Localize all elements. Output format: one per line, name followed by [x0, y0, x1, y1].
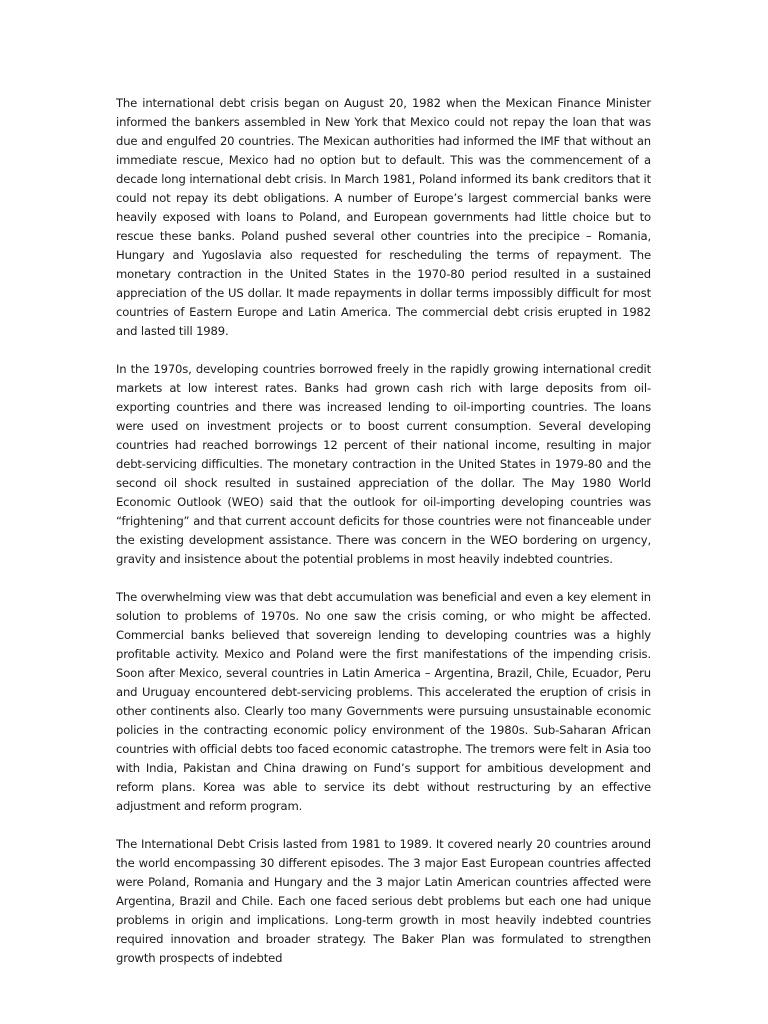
paragraph-1: The international debt crisis began on August 20, 1982 when the Mexican Finance Minister informed the bankers assembled in New York that Mexico could not repay the loan that was due and engulfed 20 countries. The Mexican authorities had informed the IMF that without an immediate rescue, Mexico had no option but to default. This was the commencement of a decade long international debt crisis. In March 1981, Poland informed its bank creditors that it could not repay its debt obligations. A number of Europe’s largest commercial banks were heavily exposed with loans to Poland, and European governments had little choice but to rescue these banks. Poland pushed several other countries into the precipice – Romania, Hungary and Yugoslavia also requested for rescheduling the terms of repayment. The monetary contraction in the United States in the 1970-80 period resulted in a sustained appreciation of the US dollar. It made repayments in dollar terms impossibly difficult for most countries of Eastern Europe and Latin America. The commercial debt crisis erupted in 1982 and lasted till 1989. — [116, 96, 651, 338]
paragraph-4: The International Debt Crisis lasted from 1981 to 1989. It covered nearly 20 countries around the world encompassing 30 different episodes. The 3 major East European countries affected were Poland, Romania and Hungary and the 3 major Latin American countries affected were Argentina, Brazil and Chile. Each one faced serious debt problems but each one had unique problems in origin and implications. Long-term growth in most heavily indebted countries required innovation and broader strategy. The Baker Plan was formulated to strengthen growth prospects of indebted — [116, 837, 651, 965]
paragraph-3: The overwhelming view was that debt accumulation was beneficial and even a key element in solution to problems of 1970s. No one saw the crisis coming, or who might be affected. Commercial banks believed that sovereign lending to developing countries was a highly profitable activity. Mexico and Poland were the first manifestations of the impending crisis. Soon after Mexico, several countries in Latin America – Argentina, Brazil, Chile, Ecuador, Peru and Uruguay encountered debt-servicing problems. This accelerated the eruption of crisis in other continents also. Clearly too many Governments were pursuing unsustainable economic policies in the contracting economic policy environment of the 1980s. Sub-Saharan African countries with official debts too faced economic catastrophe. The tremors were felt in Asia too with India, Pakistan and China drawing on Fund’s support for ambitious development and reform plans. Korea was able to service its debt without restructuring by an effective adjustment and reform program. — [116, 590, 651, 813]
document-body — [116, 94, 651, 987]
paragraph-2: In the 1970s, developing countries borrowed freely in the rapidly growing international credit markets at low interest rates. Banks had grown cash rich with large deposits from oil-exporting countries and there was increased lending to oil-importing countries. The loans were used on investment projects or to boost current consumption. Several developing countries had reached borrowings 12 percent of their national income, resulting in major debt-servicing difficulties. The monetary contraction in the United States in 1979-80 and the second oil shock resulted in sustained appreciation of the dollar. The May 1980 World Economic Outlook (WEO) said that the outlook for oil-importing developing countries was “frightening” and that current account deficits for those countries were not financeable under the existing development assistance. There was concern in the WEO bordering on urgency, gravity and insistence about the potential problems in most heavily indebted countries. — [116, 362, 651, 566]
